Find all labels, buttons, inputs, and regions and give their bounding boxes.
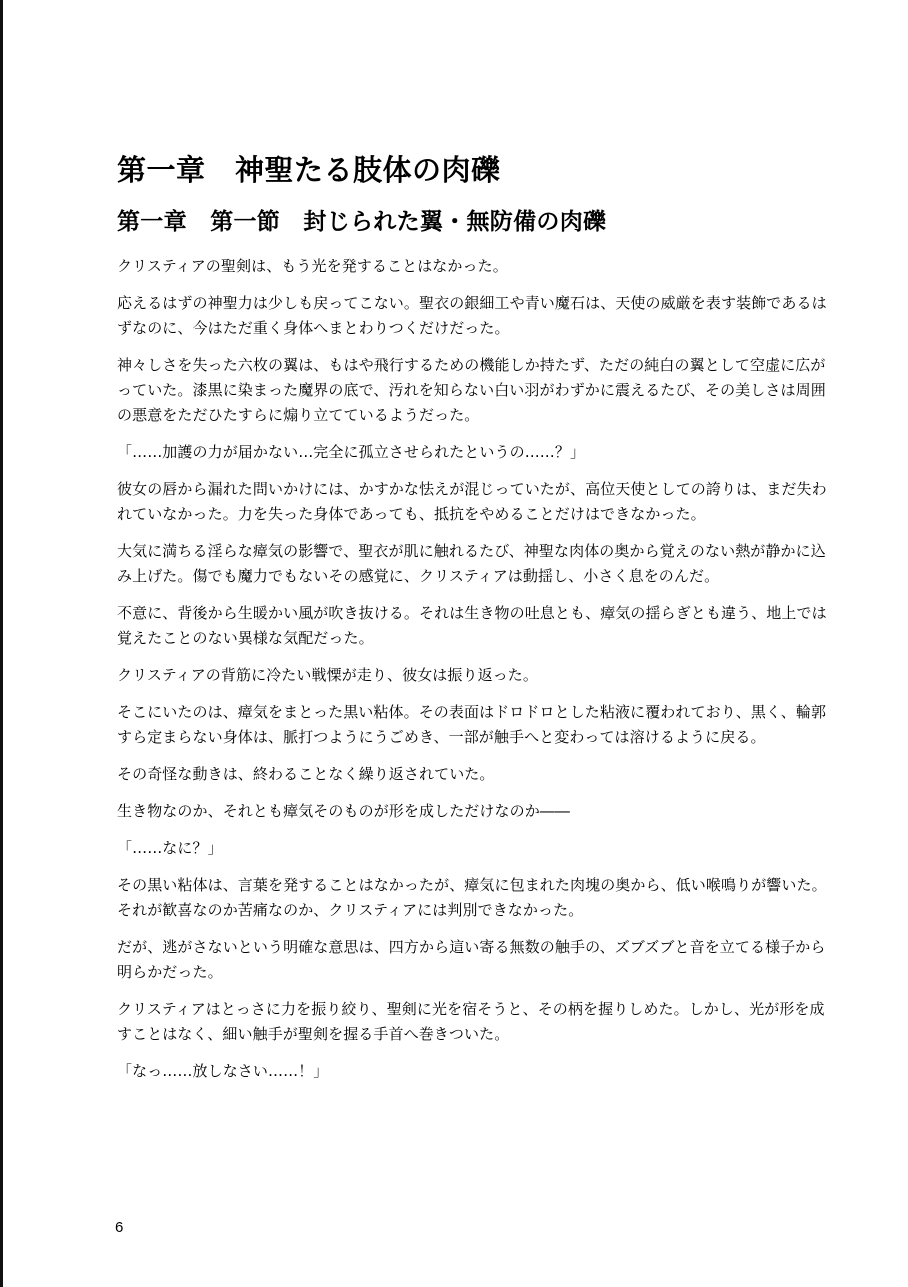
paragraph: その奇怪な動きは、終わることなく繰り返されていた。 xyxy=(117,765,495,783)
page-number: 6 xyxy=(115,1219,124,1236)
dialogue-line: 「なっ……放しなさい……！」 xyxy=(117,1062,329,1080)
paragraph: クリスティアの背筋に冷たい戦慄が走り、彼女は振り返った。 xyxy=(117,666,539,684)
section-title: 第一章 第一節 封じられた翼・無防備の肉礫 xyxy=(117,209,607,235)
dialogue-line: 「……なに？」 xyxy=(117,839,223,857)
paragraph: 不意に、背後から生暖かい風が吹き抜ける。それは生き物の吐息とも、瘴気の揺らぎとも違う、地上では覚えたことのない異様な気配だった。 xyxy=(117,604,827,647)
paragraph: 大気に満ちる淫らな瘴気の影響で、聖衣が肌に触れるたび、神聖な肉体の奥から覚えのない熱が静かに込み上げた。傷でも魔力でもないその感覚に、クリスティアは動揺し、小さく息をのんだ。 xyxy=(117,542,826,585)
paragraph: クリスティアはとっさに力を振り絞り、聖剣に光を宿そうと、その柄を握りしめた。しかし、光が形を成すことはなく、細い触手が聖剣を握る手首へ巻きついた。 xyxy=(117,1000,825,1043)
paragraph: その黒い粘体は、言葉を発することはなかったが、瘴気に包まれた肉塊の奥から、低い喉鳴りが響いた。それが歓喜なのか苦痛なのか、クリスティアには判別できなかった。 xyxy=(117,876,827,919)
paragraph: 応えるはずの神聖力は少しも戻ってこない。聖衣の銀細工や青い魔石は、天使の威厳を表す装飾であるはずなのに、今はただ重く身体へまとわりつくだけだった。 xyxy=(117,294,827,337)
body-text xyxy=(117,254,829,1084)
page-left-border xyxy=(0,0,3,1287)
page-content xyxy=(117,150,829,1096)
chapter-title: 第一章 神聖たる肢体の肉礫 xyxy=(117,153,501,187)
paragraph: 神々しさを失った六枚の翼は、もはや飛行するための機能しか持たず、ただの純白の翼として空虚に広がっていた。漆黒に染まった魔界の底で、汚れを知らない白い羽がわずかに震えるたび、その美しさは周囲の悪意をただひたすらに煽り立てているようだった。 xyxy=(117,356,826,424)
paragraph: クリスティアの聖剣は、もう光を発することはなかった。 xyxy=(117,257,508,275)
dialogue-line: 「……加護の力が届かない…完全に孤立させられたというの……？」 xyxy=(117,443,586,461)
paragraph: 彼女の唇から漏れた問いかけには、かすかな怯えが混じっていたが、高位天使としての誇りは、まだ失われていなかった。力を失った身体であっても、抵抗をやめることだけはできなかった。 xyxy=(117,480,827,523)
paragraph: 生き物なのか、それとも瘴気そのものが形を成しただけなのか―― xyxy=(117,802,571,820)
paragraph: だが、逃がさないという明確な意思は、四方から這い寄る無数の触手の、ズブズブと音を立てる様子から明らかだった。 xyxy=(117,938,826,981)
paragraph: そこにいたのは、瘴気をまとった黒い粘体。その表面はドロドロとした粘液に覆われており、黒く、輪郭すら定まらない身体は、脈打つようにうごめき、一部が触手へと変わっては溶けるように戻る。 xyxy=(117,703,827,746)
